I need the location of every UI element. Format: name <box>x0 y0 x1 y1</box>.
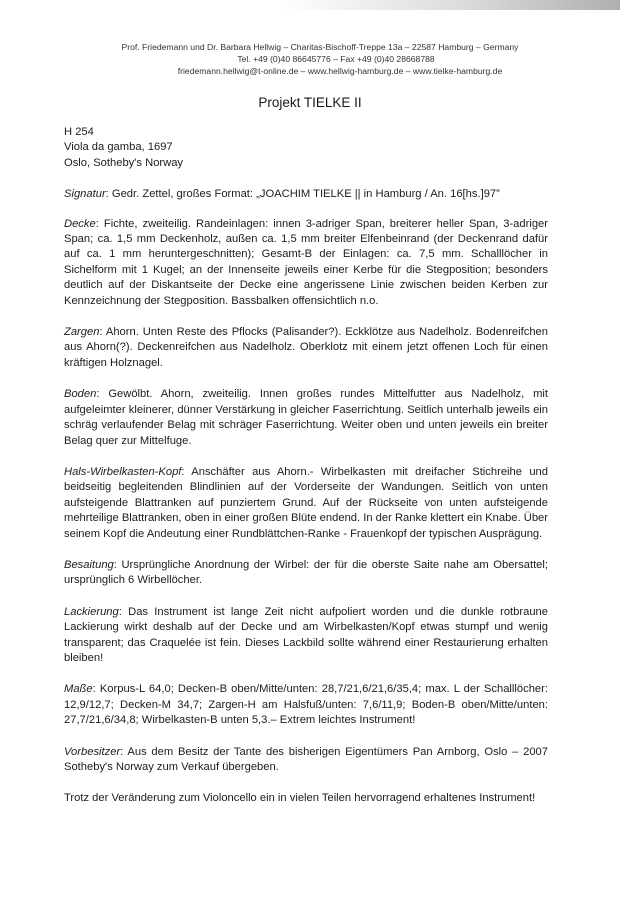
scan-edge-smudge <box>280 0 620 10</box>
letterhead-address: Prof. Friedemann und Dr. Barbara Hellwig – Charitas-Bischoff-Treppe 13a – 22587 Hamburg – Germany <box>121 42 519 52</box>
instrument-identification <box>64 125 548 171</box>
section-label: Decke <box>64 217 96 230</box>
section-besaitung <box>64 558 548 589</box>
letterhead <box>0 41 620 77</box>
section-label: Vorbesitzer <box>64 745 121 758</box>
section-lackierung <box>64 605 548 667</box>
section-text: : Ahorn. Unten Reste des Pflocks (Palisander?). Eckklötze aus Nadelholz. Bodenreifchen aus Ahorn(?). Deckenreifchen aus Nadelholz. Oberklotz mit einem jetzt offenen Loch für einen kräftigen Holznagel. <box>64 326 548 369</box>
closing-remark: Trotz der Veränderung zum Violoncello ein in vielen Teilen hervorragend erhaltenes Instrument! <box>64 792 536 805</box>
section-text: : Fichte, zweiteilig. Randeinlagen: innen 3-adriger Span, breiterer heller Span, 3-adriger Span; ca. 1,5 mm Deckenholz, außen ca. 1,5 mm breiter Elfenbeinrand (der Deckenrand dafür auf ca. 1 mm heruntergeschnitten); Gesamt-B der Einlagen: ca. 7,5 mm. Schalllöcher in Sichelform mit 1 Kugel; an der Innenseite jeweils einer Kerbe für die Stegposition; besonders deutlich auf der Diskantseite der Decke eine angerissene Linie zwischen beiden Kerben zur Kennzeichnung der Stegposition. Bassbalken offensichtlich n.o. <box>64 217 548 307</box>
section-label: Hals-Wirbelkasten-Kopf <box>64 465 182 478</box>
section-vorbesitzer <box>64 745 548 776</box>
section-label: Zargen <box>64 326 100 339</box>
section-text: : Gewölbt. Ahorn, zweiteilig. Innen großes rundes Mittelfutter aus Nadelholz, mit aufgeleimter kleinerer, dünner Verstärkung in gleicher Faserrichtung. Seitlich unterhalb jeweils ein schräg verlaufender Belag mit schräger Faserrichtung. Weiter oben und unten jeweils ein breiter Belag quer zur Mittelfuge. <box>64 388 548 447</box>
section-text: : Ursprüngliche Anordnung der Wirbel: der für die oberste Saite nahe am Obersattel; ursprünglich 6 Wirbellöcher. <box>64 558 548 587</box>
section-label: Boden <box>64 388 97 401</box>
document-title: Projekt TIELKE II <box>258 95 362 110</box>
section-text: : Gedr. Zettel, großes Format: „JOACHIM TIELKE || in Hamburg / An. 16[hs.]97” <box>105 188 500 201</box>
section-hals-wirbelkasten-kopf <box>64 465 548 542</box>
section-text: : Korpus-L 64,0; Decken-B oben/Mitte/unten: 28,7/21,6/21,6/35,4; max. L der Schalllöcher: 12,9/12,7; Decken-M 34,7; Zargen-H am Halsfuß/unten: 7,6/11,9; Boden-B oben/Mitte/unten: 27,7/21,6/34,8; Wirbelkasten-B unten 5,3.– Extrem leichtes Instrument! <box>64 683 548 727</box>
section-label: Besaitung <box>64 558 114 571</box>
letterhead-phone-fax: Tel. +49 (0)40 86645776 – Fax +49 (0)40 28668788 <box>237 54 435 64</box>
section-masse <box>64 682 548 728</box>
section-signatur <box>64 187 548 202</box>
section-label: Lackierung <box>64 605 119 618</box>
section-text: : Das Instrument ist lange Zeit nicht aufpoliert worden und die dunkle rotbraune Lackierung wirkt deshalb auf der Decke und am Wirbelkasten/Kopf etwas stumpf und wenig transparent; das Craquelée ist fein. Dieses Lackbild sollte während einer Restaurierung erhalten bleiben! <box>64 605 548 664</box>
section-label: Maße <box>64 683 93 696</box>
section-text: : Anschäfter aus Ahorn.- Wirbelkasten mit dreifacher Stichreihe und beidseitig begleitenden Blindlinien auf der Vorderseite der Wandungen. Seitlich von unten aufsteigende Blattranken auf punziertem Grund. Auf der Rückseite von unten aufsteigende mehrteilige Blattranken, oben in einer großen Blüte endend. In der Ranke klettert ein Knabe. Über seinem Kopf die Andeutung einer Rundblättchen-Ranke - Frauenkopf der typischen Ausprägung. <box>64 465 548 540</box>
instrument-type: Viola da gamba, 1697 <box>64 141 173 154</box>
section-boden <box>64 387 548 449</box>
instrument-location: Oslo, Sotheby's Norway <box>64 156 184 169</box>
instrument-id: H 254 <box>64 126 94 138</box>
section-text: : Aus dem Besitz der Tante des bisherigen Eigentümers Pan Arnborg, Oslo – 2007 Sotheby's Norway zum Verkauf übergeben. <box>64 745 548 773</box>
document-body <box>64 125 548 807</box>
section-zargen <box>64 325 548 371</box>
section-label: Signatur <box>64 188 106 201</box>
letterhead-contact-links: friedemann.hellwig@t-online.de – www.hellwig-hamburg.de – www.tielke-hamburg.de <box>177 66 503 76</box>
section-decke <box>64 217 548 309</box>
